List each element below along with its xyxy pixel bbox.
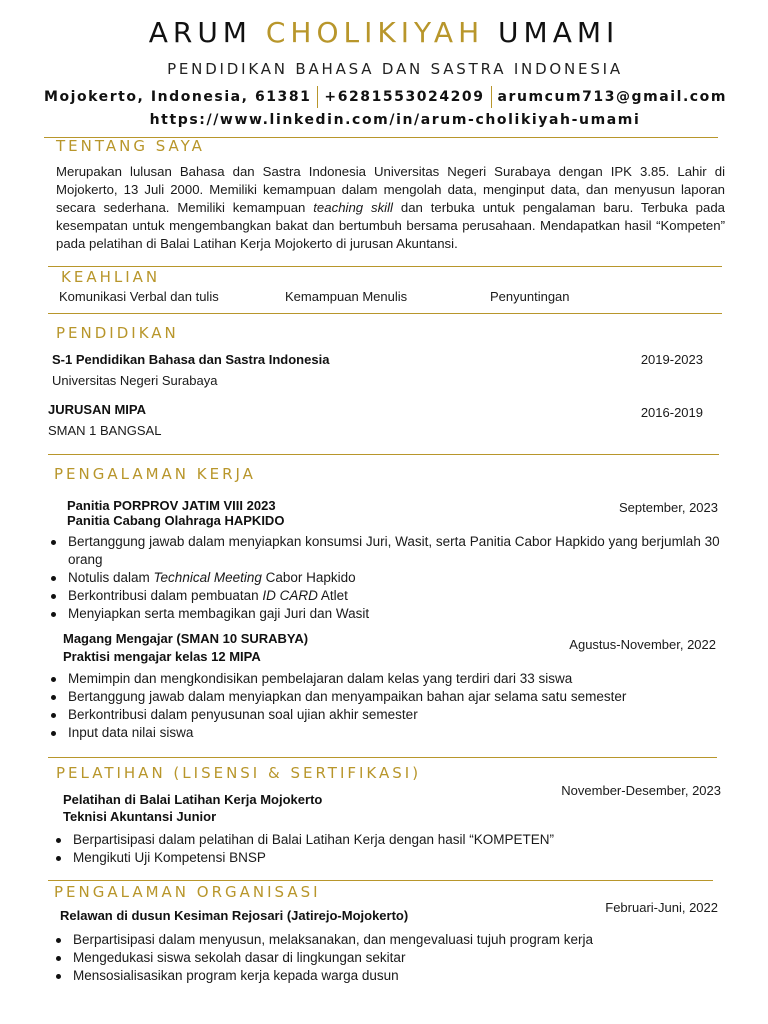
bullet-text: Memimpin dan mengkondisikan pembelajaran dalam kelas yang terdiri dari 33 siswa	[68, 671, 573, 686]
contact-divider	[317, 86, 318, 108]
phone-text: +6281553024209	[324, 89, 485, 105]
section-divider	[48, 757, 717, 758]
job-bullet-list	[48, 533, 720, 623]
job-date: September, 2023	[618, 500, 718, 515]
list-item	[48, 688, 720, 706]
about-paragraph	[56, 163, 725, 253]
education-degree: S-1 Pendidikan Bahasa dan Sastra Indonesia	[52, 352, 330, 367]
training-heading: PELATIHAN (LISENSI & SERTIFIKASI)	[56, 764, 422, 782]
education-degree: JURUSAN MIPA	[48, 402, 146, 417]
list-item	[53, 849, 713, 867]
list-item	[48, 605, 720, 623]
bullet-text: Mengedukasi siswa sekolah dasar di lingkungan sekitar	[73, 950, 406, 965]
section-divider	[48, 266, 722, 267]
education-years: 2019-2023	[640, 352, 703, 367]
education-school: SMAN 1 BANGSAL	[48, 423, 162, 438]
bullet-italic: Technical Meeting	[153, 570, 262, 585]
contact-divider	[491, 86, 492, 108]
list-item	[48, 533, 720, 569]
experience-heading: PENGALAMAN KERJA	[54, 465, 256, 483]
skills-heading: KEAHLIAN	[61, 268, 161, 286]
bullet-text: Mensosialisasikan program kerja kepada warga dusun	[73, 968, 399, 983]
bullet-italic: ID CARD	[262, 588, 318, 603]
bullet-text: Berkontribusi dalam penyusunan soal ujian akhir semester	[68, 707, 418, 722]
bullet-text: Notulis dalam	[68, 570, 154, 585]
contact-row	[44, 86, 727, 108]
list-item	[48, 569, 720, 587]
list-item	[53, 967, 713, 985]
name-first: ARUM	[148, 16, 252, 49]
bullet-text: Mengikuti Uji Kompetensi BNSP	[73, 850, 266, 865]
section-divider	[48, 880, 713, 881]
job-subtitle: Panitia Cabang Olahraga HAPKIDO	[67, 513, 285, 528]
name-middle: CHOLIKIYAH	[265, 16, 485, 49]
education-heading: PENDIDIKAN	[56, 324, 179, 342]
education-school: Universitas Negeri Surabaya	[52, 373, 218, 388]
training-subtitle: Teknisi Akuntansi Junior	[63, 809, 217, 824]
name-last: UMAMI	[498, 16, 620, 49]
training-date: November-Desember, 2023	[561, 783, 721, 798]
bullet-text: Bertanggung jawab dalam menyiapkan konsumsi Juri, Wasit, serta Panitia Cabor Hapkido yang berjumlah 30 orang	[68, 534, 720, 567]
bullet-text: Bertanggung jawab dalam menyiapkan dan menyampaikan bahan ajar selama satu semester	[68, 689, 627, 704]
bullet-text: Berkontribusi dalam pembuatan	[68, 588, 263, 603]
linkedin-link[interactable]: https://www.linkedin.com/in/arum-cholikiyah-umami	[149, 112, 641, 128]
location-text: Mojokerto, Indonesia, 61381	[44, 89, 312, 105]
list-item	[48, 670, 720, 688]
bullet-text: Input data nilai siswa	[68, 725, 194, 740]
section-divider	[48, 454, 719, 455]
list-item	[53, 931, 713, 949]
organization-bullet-list	[53, 931, 713, 985]
job-title: Magang Mengajar (SMAN 10 SURABYA)	[63, 631, 309, 646]
about-text-2: dan terbuka untuk pengalaman baru. Terbuka pada kesempatan untuk mengembangkan bakat dan bertumbuh bersama perusahaan. Mendapatkan hasil “Kompeten” pada pelatihan di Balai Latihan Kerja Mojokerto di jurusan Akuntansi.	[56, 200, 726, 251]
bullet-text: Menyiapkan serta membagikan gaji Juri dan Wasit	[68, 606, 370, 621]
education-years: 2016-2019	[640, 405, 703, 420]
about-text-italic: teaching skill	[313, 200, 393, 215]
email-link[interactable]: arumcum713@gmail.com	[497, 89, 727, 105]
bullet-text: Berpartisipasi dalam menyusun, melaksanakan, dan mengevaluasi tujuh program kerja	[73, 932, 594, 947]
candidate-subtitle: PENDIDIKAN BAHASA DAN SASTRA INDONESIA	[167, 60, 623, 78]
list-item	[53, 831, 713, 849]
organization-date: Februari-Juni, 2022	[605, 900, 718, 915]
list-item	[48, 724, 720, 742]
job-subtitle: Praktisi mengajar kelas 12 MIPA	[63, 649, 261, 664]
training-title: Pelatihan di Balai Latihan Kerja Mojokerto	[63, 792, 323, 807]
candidate-name	[0, 16, 768, 49]
section-divider	[48, 313, 722, 314]
skill-item: Penyuntingan	[490, 289, 570, 304]
list-item	[48, 587, 720, 605]
organization-title: Relawan di dusun Kesiman Rejosari (Jatirejo-Mojokerto)	[60, 908, 409, 923]
training-bullet-list	[53, 831, 713, 867]
job-date: Agustus-November, 2022	[569, 637, 716, 652]
list-item	[53, 949, 713, 967]
bullet-text: Berpartisipasi dalam pelatihan di Balai Latihan Kerja dengan hasil “KOMPETEN”	[73, 832, 555, 847]
list-item	[48, 706, 720, 724]
bullet-text: Cabor Hapkido	[261, 570, 356, 585]
skill-item: Kemampuan Menulis	[285, 289, 408, 304]
job-title: Panitia PORPROV JATIM VIII 2023	[67, 498, 276, 513]
bullet-text: Atlet	[317, 588, 348, 603]
organization-heading: PENGALAMAN ORGANISASI	[54, 883, 321, 901]
about-text-1: Merupakan lulusan Bahasa dan Sastra Indonesia Universitas Negeri Surabaya dengan IPK 3.85. Lahir di Mojokerto, 13 Juli 2000. Memiliki kemampuan dalam mengolah data, menginput data, dan menyusun laporan secara sederhana. Memiliki kemampuan	[56, 164, 725, 215]
job-bullet-list	[48, 670, 720, 742]
skill-item: Komunikasi Verbal dan tulis	[59, 289, 219, 304]
about-heading: TENTANG SAYA	[56, 137, 205, 155]
